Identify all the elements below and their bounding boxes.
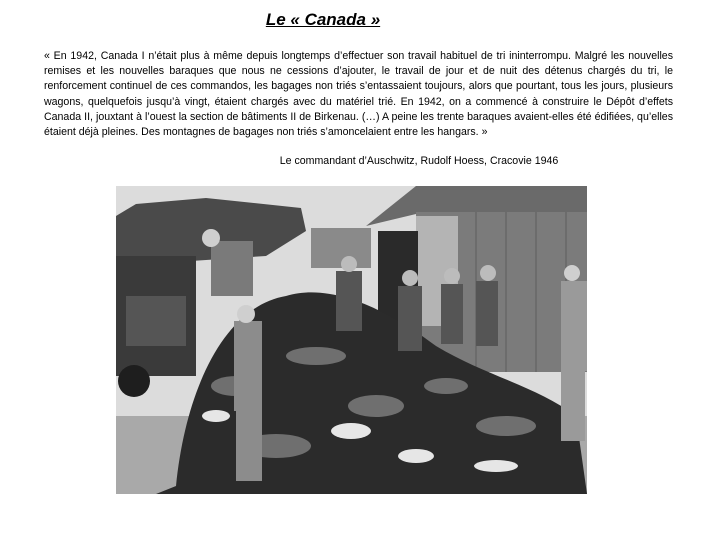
quote-paragraph: « En 1942, Canada I n’était plus à même depuis longtemps d’effectuer son travail habituel de tri ininterrompu. Malgré les nouvelles remises et les nouvelles baraques que nous ne cessions d’ajouter, le travail de jour et de nuit des détenus chargés du tri, le renforcement continuel de ces commandos, les bagages non triés s’entassaient toujours, alors que pourtant, tous les jours, plusieurs wagons, quelquefois jusqu’à vingt, étaient chargés avec du matériel trié. En 1942, on a commencé à construire le Dépôt d’effets Canada II, jouxtant à l’ouest la section de bâtiments II de Birkenau. (…) A peine les trente baraques avaient-elles été édifiées, qu’elles étaient déjà pleines. Des montagnes de bagages non triés s’amoncelaient entre les hangars. » — [44, 50, 673, 139]
page-title: Le « Canada » — [265, 10, 381, 29]
photo-truck-side-panel — [126, 296, 186, 346]
photo-figure-right-striped — [561, 265, 587, 441]
historical-photo — [116, 186, 587, 494]
photo-background-building — [311, 228, 371, 268]
photo-truck-wheel — [118, 365, 150, 397]
photo-figure-left-striped — [234, 305, 262, 481]
quote-attribution: Le commandant d’Auschwitz, Rudolf Hoess, Cracovie 1946 — [279, 155, 559, 167]
